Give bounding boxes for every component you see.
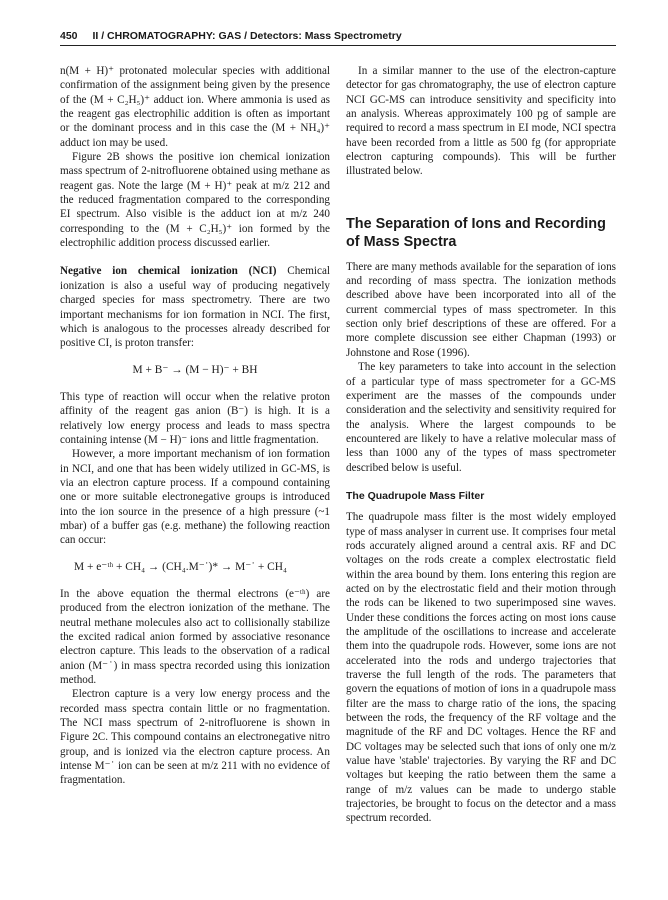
paragraph: This type of reaction will occur when the relative proton affinity of the reagent gas anion (B⁻) is high. It is a relatively low energy process and leads to mass spectra containing intense (M − H)⁻ ions and little fragmentation. xyxy=(60,390,330,446)
paragraph: The quadrupole mass filter is the most widely employed type of mass analyser in current use. It comprises four metal rods accurately aligned around a central axis. RF and DC voltages on the rods create a complex electrostatic field within the area bound by them. Ions entering this region are acted on by the electrostatic field and their motion through the rods can be likened to two superimposed sine waves. Under these conditions the forces acting on most ions cause the amplitude of the oscillations to increase and accelerate them into the quadrupole rods. However, some ions are not accelerated into the rods and undergo trajectories that traverse the full length of the rods. The parameters that govern the equations of motion of ions in a quadrupole mass filter are the mass to charge ratio of the ions, the spacing between the rods, the frequency of the RF voltage and the magnitude of the RF and DC voltages. Hence the RF and DC voltages may be selected such that ions of only one m/z value have 'stable' trajectories. By varying the RF and DC voltages but keeping the ratio between them the same a range of m/z values can be made to undergo stable trajectories, be brought to focus on the detector and a mass spectrum recorded. xyxy=(346,511,616,825)
equation: M + B⁻ → (M − H)⁻ + BH xyxy=(132,363,258,376)
equation: M + e⁻ᵗʰ + CH₄ → (CH₄.M⁻˙)* → M⁻˙ + CH₄ xyxy=(74,560,287,573)
paragraph: Electron capture is a very low energy process and the recorded mass spectra contain little or no fragmentation. The NCI mass spectrum of 2-nitrofluorene is shown in Figure 2C. This compound contains an electronegative nitro group, and is ionized via the electron capture process. An intense M⁻˙ ion can be seen at m/z 211 with no evidence of fragmentation. xyxy=(60,688,330,787)
paragraph: The key parameters to take into account in the selection of a particular type of mass spectrometer for a GC-MS experiment are the masses of the compounds under consideration and the selectivity and sensitivity required for the analysis. Where the largest compounds to be encountered are likely to have a relative molecular mass of less than 1000 any of the types of mass spectrometer described below is useful. xyxy=(346,361,616,474)
paragraph-text: Chemical ionization is also a useful way of producing negatively charged species for mass spectrometry. There are two important mechanisms for ion formation in NCI. The first, which is analogous to the processes already described for positive CI, is proton transfer: xyxy=(60,265,330,350)
section-heading: The Separation of Ions and Recording of Mass Spectra xyxy=(346,215,606,250)
run-in-heading: Negative ion chemical ionization (NCI) xyxy=(60,265,277,278)
paragraph: In a similar manner to the use of the electron-capture detector for gas chromatography, the use of electron capture NCI GC-MS can introduce sensitivity and specificity into an analysis. Whereas approximately 100 pg of sample are required to record a mass spectrum in EI mode, NCI spectra have been recorded from a little as 500 fg (for appropriate electron capturing compounds). This will be further illustrated below. xyxy=(346,65,616,178)
right-column xyxy=(346,64,616,826)
running-header xyxy=(60,30,616,42)
paragraph: Figure 2B shows the positive ion chemical ionization mass spectrum of 2-nitrofluorene obtained using methane as reagent gas. Note the large (M + H)⁺ peak at m/z 212 and the reduced fragmentation compared to the corresponding EI spectrum. Also visible is the adduct ion at m/z 240 corresponding to the (M + C₂H₅)⁺ ion formed by the electrophilic addition process discussed earlier. xyxy=(60,151,330,250)
paragraph: However, a more important mechanism of ion formation in NCI, and one that has been widely utilized in GC-MS, is via an electron capture process. If a compound containing one or more suitable electronegative groups is introduced into the ion source in the presence of a high pressure (~1 mbar) of a buffer gas (e.g. methane) the following reaction can occur: xyxy=(60,448,330,547)
subsection-heading: The Quadrupole Mass Filter xyxy=(346,489,485,502)
paragraph: There are many methods available for the separation of ions and recording of mass spectra. The ionization methods described above have been incorporated into all of the current commercial types of mass spectrometer. In this section only brief descriptions of these are offered. For a more complete discussion see either Chapman (1993) or Johnstone and Rose (1996). xyxy=(346,260,616,359)
page-number: 450 xyxy=(60,30,78,42)
paragraph xyxy=(60,264,330,350)
paragraph: n(M + H)⁺ protonated molecular species with additional confirmation of the assignment being given by the presence of the (M + C₂H₅)⁺ adduct ion. Where ammonia is used as the reagent gas electrophilic addition is often as important or the dominant process and in this case the (M + NH₄)⁺ adduct ion may be used. xyxy=(60,65,330,149)
header-rule xyxy=(60,45,616,46)
left-column xyxy=(60,64,330,788)
running-title: II / CHROMATOGRAPHY: GAS / Detectors: Mass Spectrometry xyxy=(92,30,402,42)
paragraph: In the above equation the thermal electrons (e⁻ᵗʰ) are produced from the electron ionization of the methane. The neutral methane molecules also act to collisionally stabilize the excited radical anion formed by associative resonance electron capture. This leads to the observation of a radical anion (M⁻˙) in mass spectra recorded using this ionization method. xyxy=(60,588,330,687)
